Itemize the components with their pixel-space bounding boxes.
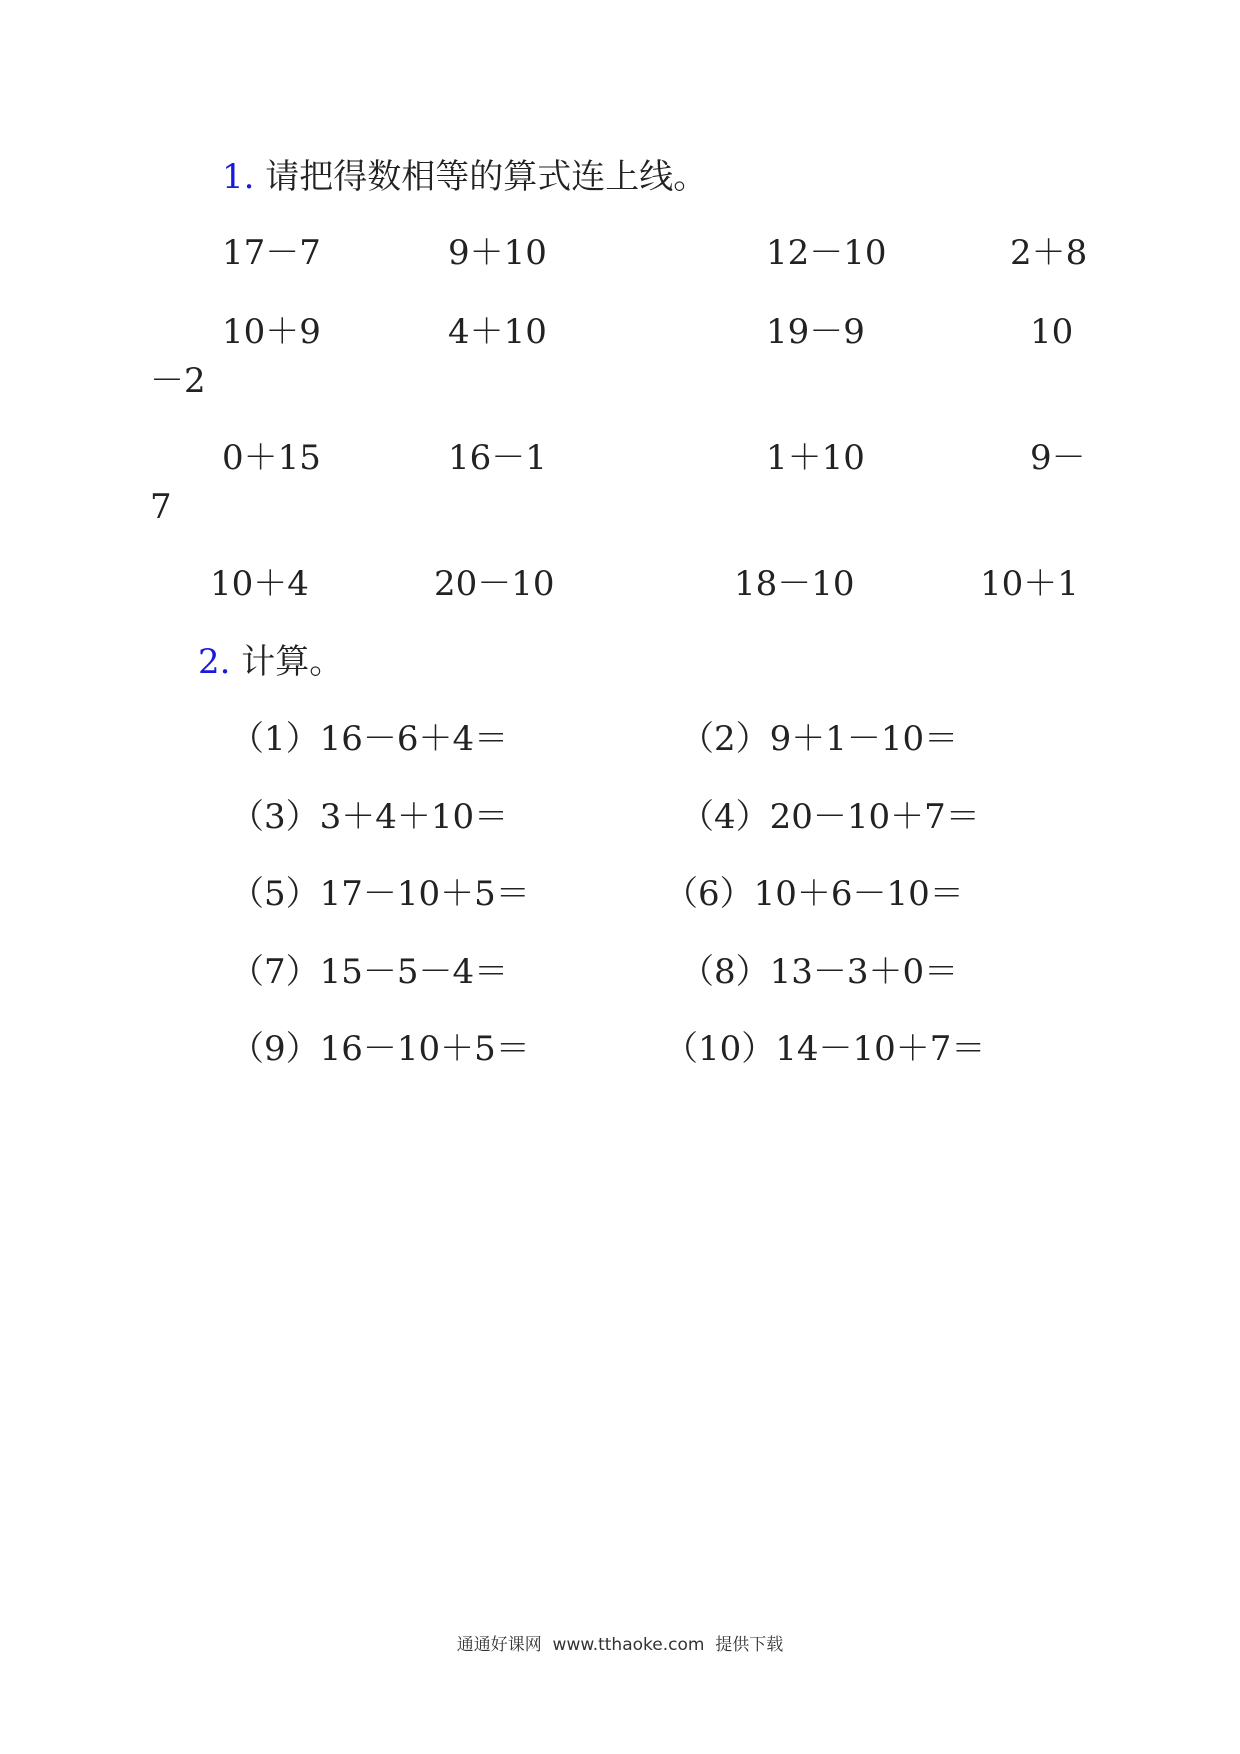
question-1-number: 1. [222, 157, 255, 197]
calc-item-8: （8）13－3＋0＝ [680, 952, 959, 992]
expression-r4c1: 10＋4 [210, 564, 309, 604]
expression-r2c4: 10 [1030, 312, 1074, 352]
expression-r2c3: 19－9 [766, 312, 865, 352]
expression-r1c1: 17－7 [222, 233, 321, 273]
expression-r3c4-wrap: 7 [150, 487, 172, 527]
calc-item-10: （10）14－10＋7＝ [664, 1029, 986, 1069]
calc-item-9: （9）16－10＋5＝ [230, 1029, 530, 1069]
expression-r2c2: 4＋10 [448, 312, 547, 352]
expression-r3c1: 0＋15 [222, 438, 321, 478]
question-2-heading [198, 642, 344, 682]
expression-r3c3: 1＋10 [766, 438, 865, 478]
calc-item-3: （3）3＋4＋10＝ [230, 797, 509, 837]
expression-r4c2: 20－10 [434, 564, 555, 604]
calc-item-7: （7）15－5－4＝ [230, 952, 509, 992]
footer-text: 通通好课网 www.tthaoke.com 提供下载 [456, 1635, 784, 1655]
expression-r1c2: 9＋10 [448, 233, 547, 273]
question-1-heading [222, 157, 708, 197]
calc-item-5: （5）17－10＋5＝ [230, 874, 530, 914]
calc-item-6: （6）10＋6－10＝ [664, 874, 964, 914]
calc-item-2: （2）9＋1－10＝ [680, 719, 959, 759]
expression-r1c3: 12－10 [766, 233, 887, 273]
expression-r4c3: 18－10 [734, 564, 855, 604]
expression-r1c4: 2＋8 [1010, 233, 1088, 273]
question-1-title: 请把得数相等的算式连上线。 [265, 157, 708, 197]
calc-item-1: （1）16－6＋4＝ [230, 719, 509, 759]
expression-r2c1: 10＋9 [222, 312, 321, 352]
question-2-title: 计算。 [241, 642, 344, 682]
expression-r3c2: 16－1 [448, 438, 547, 478]
expression-r2c4-wrap: －2 [150, 361, 206, 401]
expression-r4c4: 10＋1 [980, 564, 1079, 604]
expression-r3c4: 9－ [1030, 438, 1086, 478]
calc-item-4: （4）20－10＋7＝ [680, 797, 980, 837]
question-2-number: 2. [198, 642, 231, 682]
